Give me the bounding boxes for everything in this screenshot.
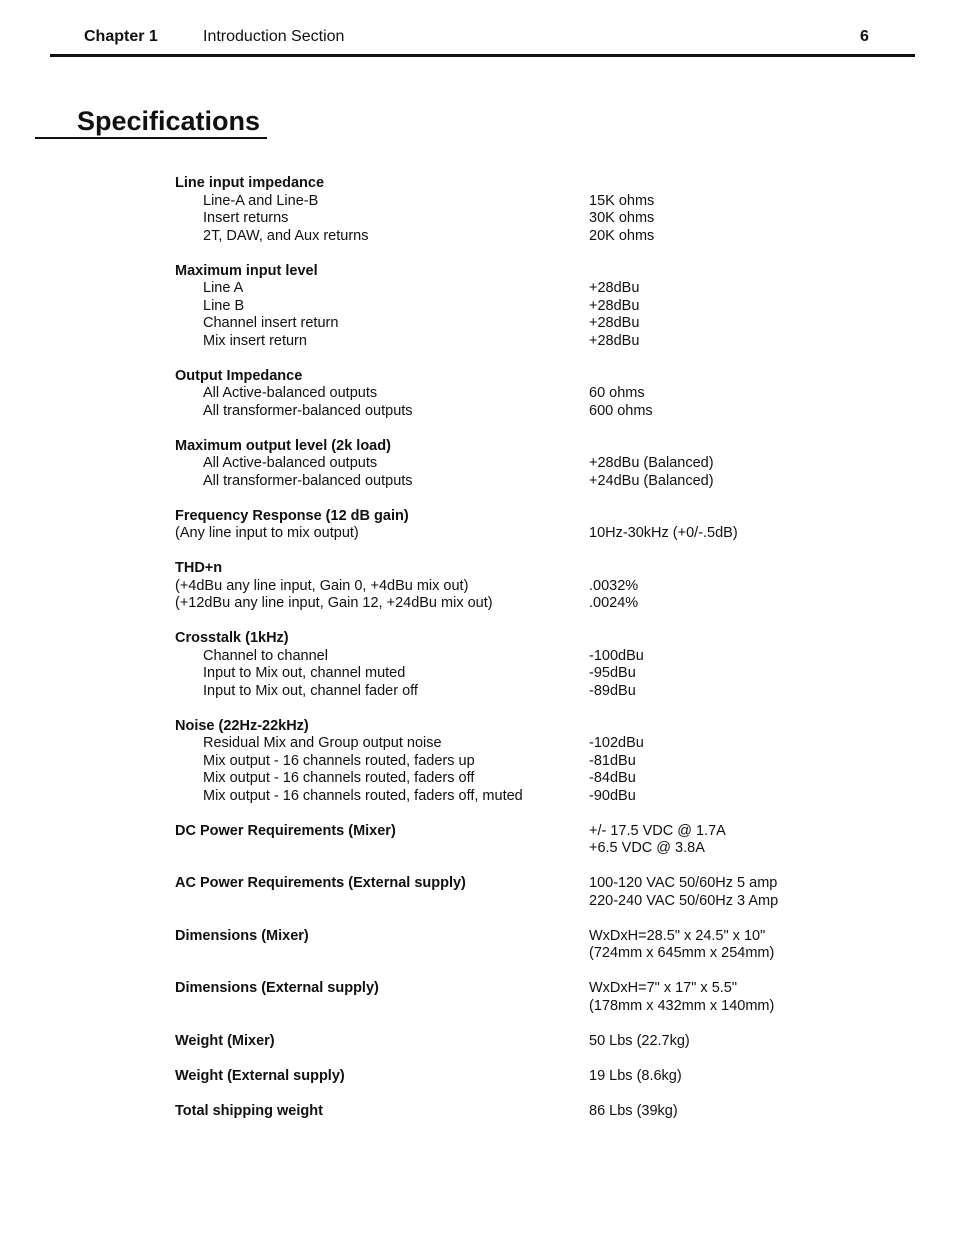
- spec-label: Insert returns: [203, 210, 289, 226]
- spec-row: [0, 280, 954, 298]
- spec-value: 220-240 VAC 50/60Hz 3 Amp: [589, 892, 779, 909]
- spec-row: [0, 630, 954, 648]
- spec-row: [0, 210, 954, 228]
- title-underline: [35, 137, 267, 139]
- spec-value: 20K ohms: [589, 227, 655, 244]
- spec-label: (+12dBu any line input, Gain 12, +24dBu mix out): [175, 595, 493, 611]
- spec-heading: Total shipping weight: [175, 1102, 323, 1119]
- spec-value: 86 Lbs (39kg): [589, 1102, 678, 1119]
- spec-value: +28dBu: [589, 315, 640, 331]
- spec-group: [0, 718, 954, 806]
- spec-value: 60 ohms: [589, 385, 645, 401]
- spec-label: Channel to channel: [203, 647, 328, 664]
- spec-row: [0, 455, 954, 473]
- spec-heading: THD+n: [175, 560, 223, 576]
- spec-row: [0, 665, 954, 683]
- spec-row: [0, 403, 954, 421]
- spec-value: 10Hz-30kHz (+0/-.5dB): [589, 525, 738, 541]
- spec-row: [0, 753, 954, 771]
- spec-heading: Dimensions (Mixer): [175, 927, 309, 944]
- spec-label: (Any line input to mix output): [175, 525, 359, 541]
- spec-value: .0024%: [589, 595, 639, 611]
- spec-label: All Active-balanced outputs: [203, 455, 378, 471]
- spec-label: Mix output - 16 channels routed, faders off, muted: [203, 787, 523, 804]
- spec-label: Input to Mix out, channel fader off: [203, 682, 418, 699]
- spec-value: (724mm x 645mm x 254mm): [589, 945, 775, 961]
- spec-label: All Active-balanced outputs: [203, 385, 378, 401]
- header-rule: [50, 54, 915, 57]
- spec-heading: Noise (22Hz-22kHz): [175, 717, 309, 734]
- spec-value: -81dBu: [589, 752, 636, 769]
- spec-group: [0, 368, 954, 421]
- spec-heading: Weight (External supply): [175, 1067, 345, 1084]
- page-number: 6: [860, 28, 869, 45]
- spec-row: [0, 770, 954, 788]
- spec-value: +28dBu: [589, 280, 640, 296]
- spec-label: Channel insert return: [203, 315, 339, 331]
- chapter-label: Chapter 1: [84, 28, 158, 45]
- spec-value: +28dBu: [589, 297, 640, 314]
- spec-value: WxDxH=7" x 17" x 5.5": [589, 980, 738, 996]
- spec-group: [0, 928, 954, 963]
- spec-group: [0, 1103, 954, 1121]
- spec-value: +28dBu (Balanced): [589, 455, 714, 471]
- spec-group: [0, 263, 954, 351]
- spec-row: [0, 928, 954, 946]
- spec-label: Line B: [203, 297, 245, 314]
- spec-row: [0, 1068, 954, 1086]
- spec-row: [0, 368, 954, 386]
- spec-row: [0, 840, 954, 858]
- spec-group: [0, 1033, 954, 1051]
- spec-row: [0, 875, 954, 893]
- spec-row: [0, 228, 954, 246]
- spec-value: .0032%: [589, 577, 639, 594]
- spec-value: 600 ohms: [589, 402, 653, 419]
- spec-heading: Line input impedance: [175, 175, 325, 191]
- spec-group: [0, 980, 954, 1015]
- spec-row: [0, 980, 954, 998]
- spec-row: [0, 333, 954, 351]
- spec-row: [0, 893, 954, 911]
- spec-row: [0, 508, 954, 526]
- spec-group: [0, 823, 954, 858]
- spec-label: 2T, DAW, and Aux returns: [203, 227, 369, 244]
- spec-row: [0, 560, 954, 578]
- spec-heading: Output Impedance: [175, 367, 303, 384]
- spec-label: Mix output - 16 channels routed, faders off: [203, 770, 475, 786]
- spec-row: [0, 193, 954, 211]
- spec-value: -84dBu: [589, 770, 636, 786]
- spec-value: -95dBu: [589, 665, 636, 681]
- spec-value: +28dBu: [589, 332, 640, 349]
- specifications-list: [0, 175, 954, 1138]
- spec-row: [0, 648, 954, 666]
- spec-value: -102dBu: [589, 735, 644, 751]
- spec-label: Mix output - 16 channels routed, faders up: [203, 752, 475, 769]
- spec-heading: Dimensions (External supply): [175, 980, 379, 996]
- spec-value: WxDxH=28.5" x 24.5" x 10": [589, 927, 766, 944]
- spec-heading: Maximum output level (2k load): [175, 437, 391, 454]
- spec-row: [0, 718, 954, 736]
- spec-value: +6.5 VDC @ 3.8A: [589, 840, 705, 856]
- spec-heading: Weight (Mixer): [175, 1032, 275, 1049]
- spec-value: 30K ohms: [589, 210, 655, 226]
- spec-value: 19 Lbs (8.6kg): [589, 1067, 682, 1084]
- spec-value: +24dBu (Balanced): [589, 472, 714, 489]
- spec-row: [0, 998, 954, 1016]
- spec-heading: Maximum input level: [175, 262, 318, 279]
- spec-group: [0, 560, 954, 613]
- spec-row: [0, 298, 954, 316]
- spec-row: [0, 788, 954, 806]
- spec-row: [0, 175, 954, 193]
- spec-group: [0, 438, 954, 491]
- spec-heading: Crosstalk (1kHz): [175, 630, 289, 646]
- spec-row: [0, 473, 954, 491]
- spec-value: (178mm x 432mm x 140mm): [589, 997, 775, 1014]
- spec-row: [0, 1103, 954, 1121]
- spec-label: Line A: [203, 280, 244, 296]
- spec-row: [0, 578, 954, 596]
- spec-row: [0, 385, 954, 403]
- spec-label: Mix insert return: [203, 332, 307, 349]
- spec-group: [0, 875, 954, 910]
- spec-label: All transformer-balanced outputs: [203, 402, 413, 419]
- page-header: [0, 0, 954, 58]
- spec-group: [0, 630, 954, 700]
- spec-value: -89dBu: [589, 682, 636, 699]
- spec-heading: DC Power Requirements (Mixer): [175, 822, 396, 839]
- spec-value: 15K ohms: [589, 192, 655, 209]
- spec-group: [0, 508, 954, 543]
- spec-label: Input to Mix out, channel muted: [203, 665, 406, 681]
- spec-label: All transformer-balanced outputs: [203, 472, 413, 489]
- spec-heading: AC Power Requirements (External supply): [175, 875, 466, 891]
- spec-row: [0, 438, 954, 456]
- spec-row: [0, 945, 954, 963]
- spec-group: [0, 175, 954, 245]
- spec-heading: Frequency Response (12 dB gain): [175, 507, 409, 524]
- spec-value: -90dBu: [589, 787, 636, 804]
- spec-value: 50 Lbs (22.7kg): [589, 1032, 690, 1049]
- spec-label: Line-A and Line-B: [203, 192, 319, 209]
- spec-row: [0, 735, 954, 753]
- spec-row: [0, 263, 954, 281]
- spec-group: [0, 1068, 954, 1086]
- spec-value: -100dBu: [589, 647, 644, 664]
- spec-label: (+4dBu any line input, Gain 0, +4dBu mix out): [175, 577, 469, 594]
- spec-row: [0, 315, 954, 333]
- spec-row: [0, 823, 954, 841]
- spec-label: Residual Mix and Group output noise: [203, 735, 442, 751]
- spec-value: +/- 17.5 VDC @ 1.7A: [589, 822, 726, 839]
- spec-value: 100-120 VAC 50/60Hz 5 amp: [589, 875, 778, 891]
- spec-row: [0, 595, 954, 613]
- section-title: Introduction Section: [203, 28, 345, 45]
- spec-row: [0, 683, 954, 701]
- spec-row: [0, 525, 954, 543]
- spec-row: [0, 1033, 954, 1051]
- page-title: Specifications: [77, 106, 261, 136]
